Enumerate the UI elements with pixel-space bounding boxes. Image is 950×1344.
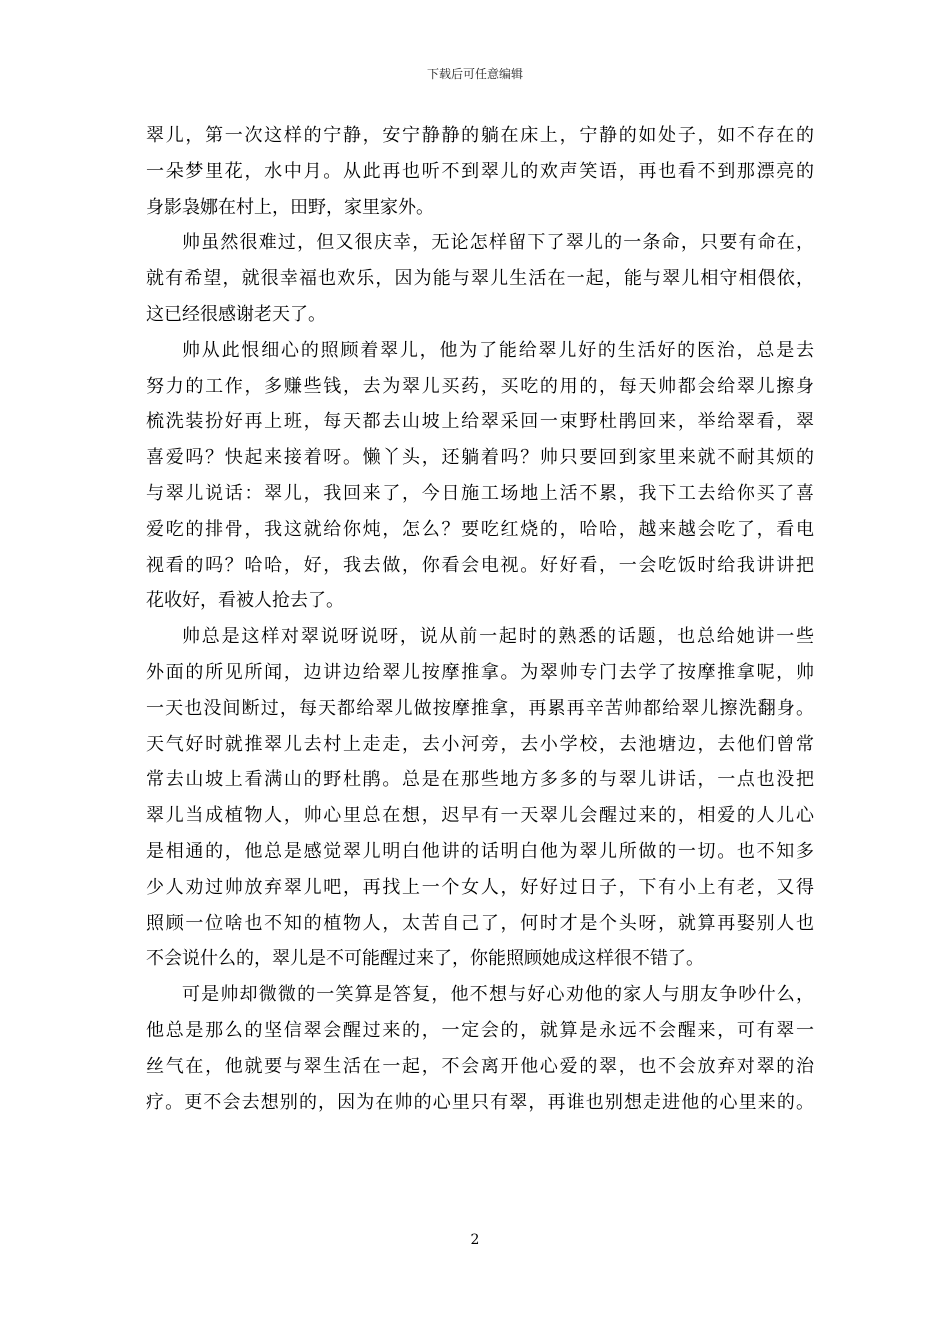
text-line: 常去山坡上看满山的野杜鹃。总是在那些地方多多的与翠儿讲话，一点也没把 — [146, 769, 814, 791]
page-number: 2 — [470, 1232, 480, 1248]
text-line: 帅从此恨细心的照顾着翠儿，他为了能给翠儿好的生活好的医治，总是去 — [182, 339, 814, 361]
text-line: 翠儿，第一次这样的宁静，安宁静静的躺在床上，宁静的如处子，如不存在的 — [146, 125, 814, 146]
text-line: 一朵梦里花，水中月。从此再也听不到翠儿的欢声笑语，再也看不到那漂亮的 — [146, 160, 814, 182]
text-line: 视看的吗？哈哈，好，我去做，你看会电视。好好看，一会吃饭时给我讲讲把 — [146, 554, 814, 576]
text-line: 与翠儿说话：翠儿，我回来了，今日施工场地上活不累，我下工去给你买了喜 — [146, 482, 814, 504]
text-line: 照顾一位啥也不知的植物人，太苦自己了，何时才是个头呀，就算再娶别人也 — [146, 912, 814, 934]
text-line: 帅总是这样对翠说呀说呀，说从前一起时的熟悉的话题，也总给她讲一些 — [182, 626, 814, 648]
text-line: 疗。更不会去想别的，因为在帅的心里只有翠，再谁也别想走进他的心里来的。 — [146, 1091, 814, 1113]
text-line: 花收好，看被人抢去了。 — [146, 590, 344, 612]
text-line: 翠儿当成植物人，帅心里总在想，迟早有一天翠儿会醒过来的，相爱的人儿心 — [146, 805, 814, 827]
text-line: 天气好时就推翠儿去村上走走，去小河旁，去小学校，去池塘边，去他们曾常 — [146, 733, 814, 755]
text-line: 梳洗装扮好再上班，每天都去山坡上给翠采回一束野杜鹃回来，举给翠看，翠 — [146, 411, 814, 433]
text-line: 不会说什么的，翠儿是不可能醒过来了，你能照顾她成这样很不错了。 — [146, 948, 704, 970]
body-text — [146, 118, 814, 1120]
text-line: 爱吃的排骨，我这就给你炖，怎么？要吃红烧的，哈哈，越来越会吃了，看电 — [146, 518, 814, 540]
text-line: 丝气在，他就要与翠生活在一起，不会离开他心爱的翠，也不会放弃对翠的治 — [146, 1055, 814, 1077]
text-line: 少人劝过帅放弃翠儿吧，再找上一个女人，好好过日子，下有小上有老，又得 — [146, 876, 814, 898]
text-line: 身影袅娜在村上，田野，家里家外。 — [146, 196, 434, 218]
text-line: 这已经很感谢老天了。 — [146, 303, 326, 325]
text-line: 是相通的，他总是感觉翠儿明白他讲的话明白他为翠儿所做的一切。也不知多 — [146, 840, 814, 862]
text-line: 喜爱吗？快起来接着呀。懒丫头，还躺着吗？帅只要回到家里来就不耐其烦的 — [146, 447, 814, 469]
text-line: 一天也没间断过，每天都给翠儿做按摩推拿，再累再辛苦帅都给翠儿擦洗翻身。 — [146, 697, 814, 719]
text-line: 努力的工作，多赚些钱，去为翠儿买药，买吃的用的，每天帅都会给翠儿擦身 — [146, 375, 814, 397]
text-line: 帅虽然很难过，但又很庆幸，无论怎样留下了翠儿的一条命，只要有命在， — [182, 232, 814, 254]
text-line: 就有希望，就很幸福也欢乐，因为能与翠儿生活在一起，能与翠儿相守相偎依， — [146, 268, 814, 290]
text-line: 可是帅却微微的一笑算是答复，他不想与好心劝他的家人与朋友争吵什么， — [182, 984, 814, 1006]
page-header: 下载后可任意编辑 — [426, 67, 523, 81]
text-line: 他总是那么的坚信翠会醒过来的，一定会的，就算是永远不会醒来，可有翠一 — [146, 1019, 814, 1041]
text-line: 外面的所见所闻，边讲边给翠儿按摩推拿。为翠帅专门去学了按摩推拿呢，帅 — [146, 661, 814, 683]
